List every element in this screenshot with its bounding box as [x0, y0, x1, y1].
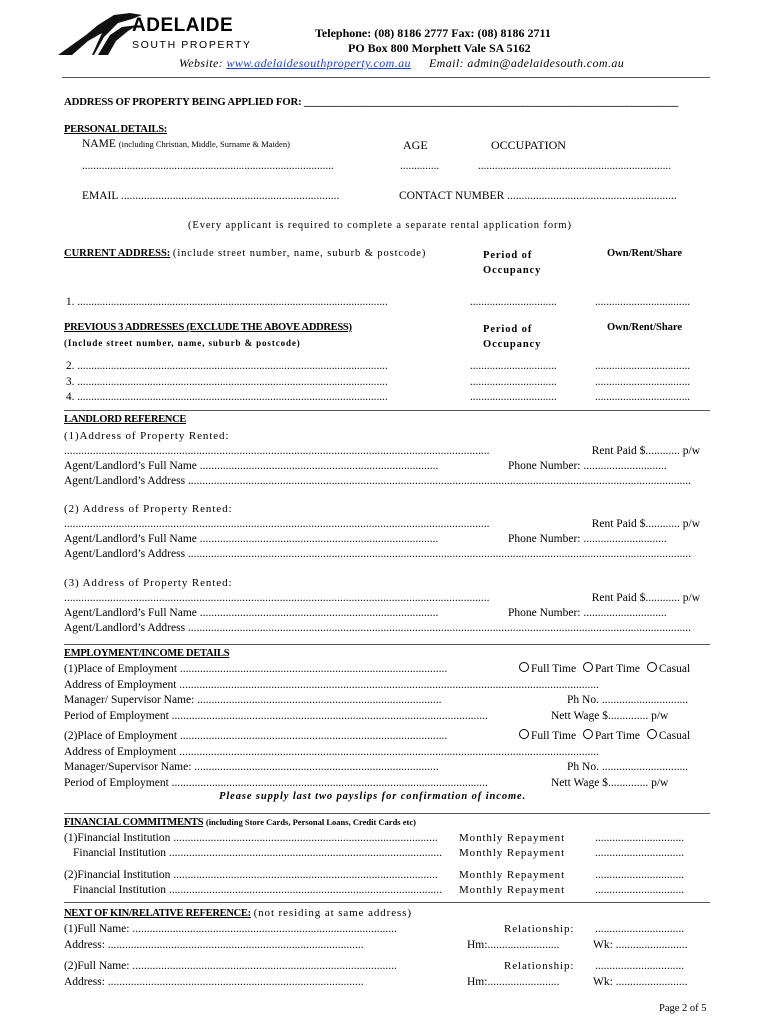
landlord-1-address[interactable]: Agent/Landlord’s Address ...............................................................................................................................................................................	[64, 475, 692, 487]
previous-address-field-4[interactable]: 4. ...............................................................................................................	[66, 391, 388, 403]
financial-row-3[interactable]: (2)Financial Institution ............................................................................................ Monthly Repayment ...............................	[64, 869, 685, 881]
website-label: Website:	[179, 56, 227, 70]
previous-hint: (Include street number, name, suburb & postcode)	[64, 338, 301, 348]
part-time-radio[interactable]	[583, 662, 593, 672]
age-label: AGE	[403, 138, 428, 152]
divider-financial	[64, 813, 710, 814]
header-website-line	[179, 56, 624, 71]
kin-1-name[interactable]: (1)Full Name: ............................................................................................ Relationship: ...............................	[64, 923, 685, 935]
current-own-label: Own/Rent/Share	[607, 248, 683, 259]
occupation-field[interactable]: .....................................................................	[478, 160, 671, 172]
divider-landlord	[64, 410, 710, 411]
financial-row-2[interactable]: Financial Institution ............................................................................................... Monthly Repayment ...............................	[73, 847, 685, 859]
employment-1-type-options[interactable]: Full Time Part Time Casual	[519, 662, 690, 678]
employment-2-period[interactable]: Period of Employment .............................................................................................................. Nett Wage $.............. p/w	[64, 776, 669, 789]
previous-period-fields[interactable]: ............................... ............................... ...............................	[470, 360, 557, 403]
kin-block-1	[64, 922, 710, 953]
previous-row	[66, 359, 388, 406]
part-time-radio[interactable]	[583, 729, 593, 739]
employment-2-address[interactable]: Address of Employment ..................................................................................................................................................	[64, 745, 600, 758]
kin-heading: NEXT OF KIN/RELATIVE REFERENCE: (not residing at same address)	[64, 907, 412, 919]
full-time-radio[interactable]	[519, 662, 529, 672]
kin-1-address[interactable]: Address: ......................................................................................... Hm:......................... Wk: .........................	[64, 938, 688, 951]
current-address-field[interactable]: 1. ...............................................................................................................	[66, 296, 388, 308]
employment-2-manager[interactable]: Manager/Supervisor Name: ..................................................................................... Ph No. ..............................	[64, 761, 689, 773]
header-email: Email: admin@adelaidesouth.com.au	[428, 56, 625, 70]
casual-radio[interactable]	[647, 662, 657, 672]
employment-2-place[interactable]: (2)Place of Employment ............................................................................................. Full Time Part Time Casual	[64, 729, 710, 745]
email-field[interactable]: EMAIL ............................................................................	[82, 190, 340, 202]
employment-heading: EMPLOYMENT/INCOME DETAILS	[64, 648, 230, 659]
previous-address-field-3[interactable]: 3. ...............................................................................................................	[66, 375, 388, 388]
previous-period-label: Period of Occupancy	[483, 324, 542, 350]
full-time-radio[interactable]	[519, 729, 529, 739]
landlord-block-1	[64, 429, 710, 491]
landlord-2-address[interactable]: Agent/Landlord’s Address ...............................................................................................................................................................................	[64, 548, 692, 560]
landlord-2-title: (2) Address of Property Rented:	[64, 503, 233, 515]
kin-2-address[interactable]: Address: ......................................................................................... Hm:......................... Wk: .........................	[64, 975, 688, 988]
landlord-2-full-name[interactable]: Agent/Landlord’s Full Name ................................................................................... Phone Number: .............................	[64, 533, 667, 545]
landlord-3-full-name[interactable]: Agent/Landlord’s Full Name ................................................................................... Phone Number: .............................	[64, 607, 667, 619]
personal-heading: PERSONAL DETAILS:	[64, 124, 167, 135]
website-link[interactable]: www.adelaidesouthproperty.com.au	[226, 56, 411, 70]
landlord-3-address-field[interactable]: .................................................................................................................................................... Rent Paid $............ p/w	[64, 592, 700, 604]
company-logo	[58, 13, 258, 57]
financial-row-1[interactable]: (1)Financial Institution ............................................................................................ Monthly Repayment ...............................	[64, 832, 685, 844]
financial-row-4[interactable]: Financial Institution ............................................................................................... Monthly Repayment ...............................	[73, 884, 685, 896]
logo-line1: ADELAIDE	[132, 15, 234, 36]
landlord-block-3	[64, 576, 710, 638]
employment-1-manager[interactable]: Manager/ Supervisor Name: ..................................................................................... Ph No. ..............................	[64, 694, 689, 706]
employment-block-1	[64, 662, 710, 724]
previous-address-field-2[interactable]: 2. ...............................................................................................................	[66, 360, 388, 372]
landlord-1-title: (1)Address of Property Rented:	[64, 430, 230, 442]
current-address-heading: CURRENT ADDRESS: (include street number, name, suburb & postcode)	[64, 248, 427, 259]
financial-heading: FINANCIAL COMMITMENTS (including Store Cards, Personal Loans, Credit Cards etc)	[64, 817, 416, 828]
page-number: Page 2 of 5	[659, 1003, 707, 1014]
payslip-note: Please supply last two payslips for confirmation of income.	[219, 791, 527, 802]
landlord-block-2	[64, 502, 710, 564]
employment-1-period[interactable]: Period of Employment .............................................................................................................. Nett Wage $.............. p/w	[64, 709, 669, 722]
divider-kin	[64, 902, 710, 903]
landlord-2-address-field[interactable]: .................................................................................................................................................... Rent Paid $............ p/w	[64, 518, 700, 530]
age-field[interactable]: ..............	[400, 160, 440, 172]
address-applied-field[interactable]: ADDRESS OF PROPERTY BEING APPLIED FOR: ________________________________________________________________________	[64, 96, 679, 108]
current-period-label: Period of Occupancy	[483, 250, 542, 276]
employment-2-type-options[interactable]: Full Time Part Time Casual	[519, 729, 690, 745]
employment-block-2	[64, 729, 710, 791]
separate-form-note: (Every applicant is required to complete a separate rental application form)	[188, 220, 572, 231]
previous-heading: PREVIOUS 3 ADDRESSES (EXCLUDE THE ABOVE ADDRESS)	[64, 322, 352, 333]
financial-rows	[64, 831, 710, 898]
name-label: NAME (including Christian, Middle, Surname & Maiden)	[82, 138, 290, 150]
casual-radio[interactable]	[647, 729, 657, 739]
current-period-field[interactable]: ...............................	[470, 296, 557, 308]
road-swoosh-icon	[58, 13, 142, 57]
header-contact: Telephone: (08) 8186 2777 Fax: (08) 8186 2711	[315, 26, 551, 40]
kin-block-2	[64, 959, 710, 990]
contact-number-field[interactable]: CONTACT NUMBER ...........................................................	[399, 190, 677, 202]
previous-own-fields[interactable]: .................................. .................................. ..................................	[595, 360, 691, 403]
header-divider	[62, 77, 710, 78]
name-field[interactable]: ..........................................................................................	[82, 160, 334, 172]
occupation-label: OCCUPATION	[491, 138, 566, 152]
previous-own-label: Own/Rent/Share	[607, 322, 683, 333]
employment-1-address[interactable]: Address of Employment ..................................................................................................................................................	[64, 678, 600, 691]
logo-line2: SOUTH PROPERTY	[132, 39, 252, 51]
landlord-3-title: (3) Address of Property Rented:	[64, 577, 233, 589]
divider-employment	[64, 644, 710, 645]
header-po: PO Box 800 Morphett Vale SA 5162	[348, 41, 531, 55]
employment-1-place[interactable]: (1)Place of Employment ............................................................................................. Full Time Part Time Casual	[64, 662, 710, 678]
landlord-heading: LANDLORD REFERENCE	[64, 414, 187, 425]
landlord-1-address-field[interactable]: .................................................................................................................................................... Rent Paid $............ p/w	[64, 445, 700, 457]
landlord-3-address[interactable]: Agent/Landlord’s Address ...............................................................................................................................................................................	[64, 622, 692, 634]
landlord-1-full-name[interactable]: Agent/Landlord’s Full Name ................................................................................... Phone Number: .............................	[64, 460, 667, 472]
current-own-field[interactable]: ..................................	[595, 296, 691, 308]
kin-2-name[interactable]: (2)Full Name: ............................................................................................ Relationship: ...............................	[64, 960, 685, 972]
